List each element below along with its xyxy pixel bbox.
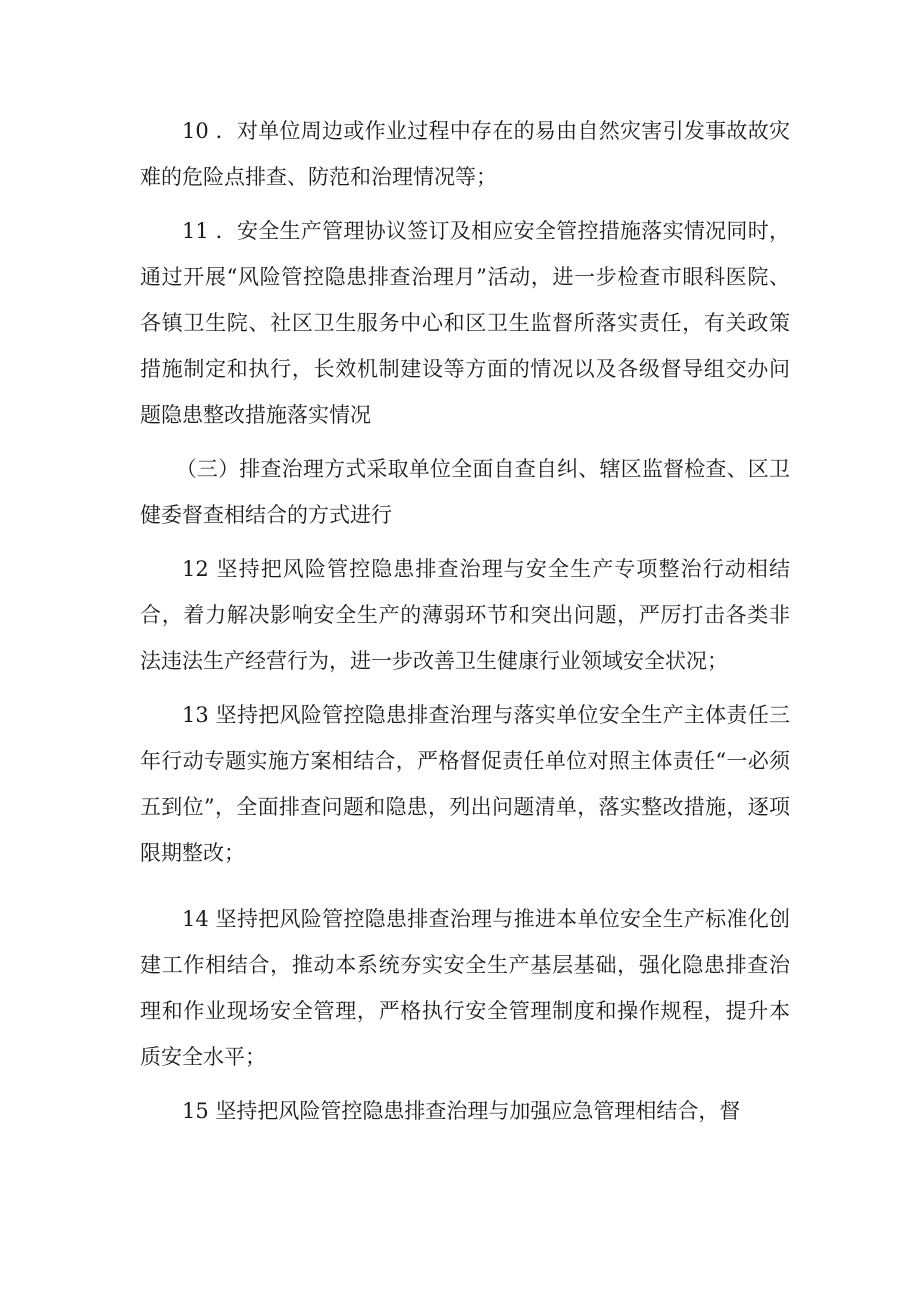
document-body bbox=[140, 108, 790, 1134]
paragraph-item-10: 10 ．对单位周边或作业过程中存在的易由自然灾害引发事故故灾难的危险点排查、防范和治理情况等； bbox=[140, 119, 790, 189]
paragraph-item-15: 15 坚持把风险管控隐患排查治理与加强应急管理相结合，督 bbox=[182, 1099, 741, 1123]
paragraph-item-14: 14 坚持把风险管控隐患排查治理与推进本单位安全生产标准化创建工作相结合，推动本系统夯实安全生产基层基础，强化隐患排查治理和作业现场安全管理，严格执行安全管理制度和操作规程，提升本质安全水平； bbox=[140, 907, 790, 1069]
paragraph-item-11: 11 ．安全生产管理协议签订及相应安全管控措施落实情况同时，通过开展“风险管控隐患排查治理月”活动，进一步检查市眼科医院、各镇卫生院、社区卫生服务中心和区卫生监督所落实责任，有关政策措施制定和执行，长效机制建设等方面的情况以及各级督导组交办问题隐患整改措施落实情况 bbox=[140, 219, 790, 427]
paragraph-item-12: 12 坚持把风险管控隐患排查治理与安全生产专项整治行动相结合，着力解决影响安全生产的薄弱环节和突出问题，严厉打击各类非法违法生产经营行为，进一步改善卫生健康行业领域安全状况； bbox=[140, 557, 790, 673]
paragraph-item-13: 13 坚持把风险管控隐患排查治理与落实单位安全生产主体责任三年行动专题实施方案相结合，严格督促责任单位对照主体责任“一必须五到位”，全面排查问题和隐患，列出问题清单，落实整改措施，逐项限期整改； bbox=[140, 703, 790, 865]
section-heading-three: （三）排查治理方式采取单位全面自查自纠、辖区监督检查、区卫健委督查相结合的方式进行 bbox=[140, 457, 790, 527]
